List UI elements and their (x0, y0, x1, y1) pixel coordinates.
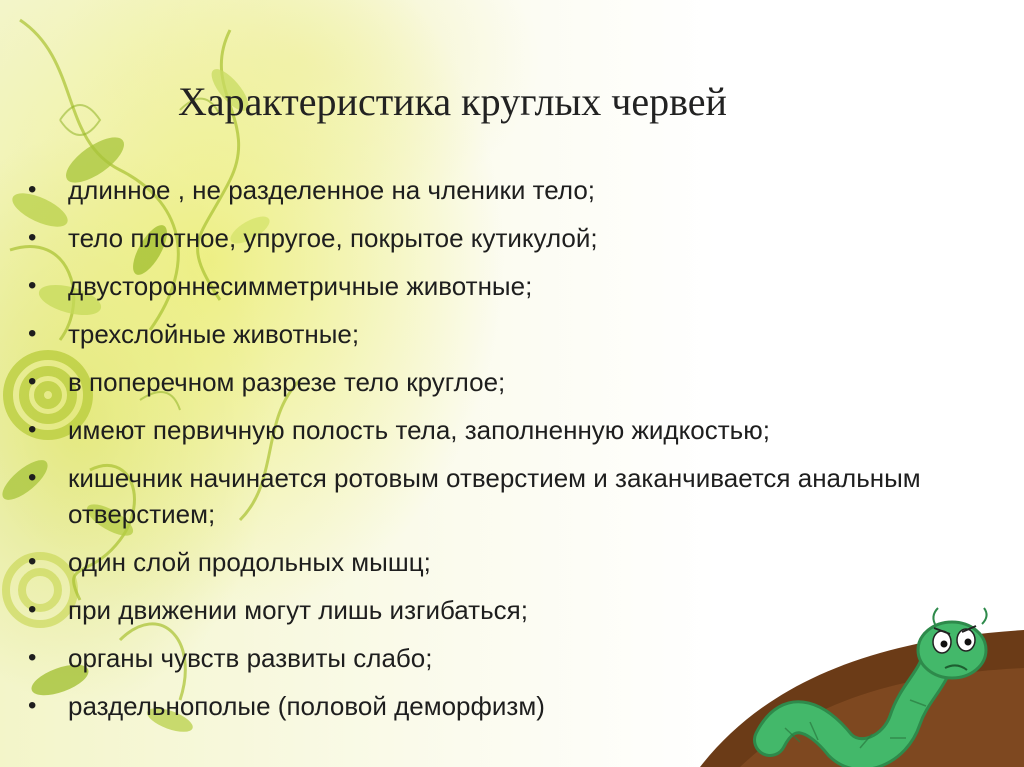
bullet-icon: • (28, 176, 37, 203)
bullet-icon: • (28, 224, 37, 251)
bullet-icon: • (28, 464, 37, 491)
list-item (28, 172, 968, 208)
bullet-text: тело плотное, упругое, покрытое кутикулой; (68, 223, 598, 253)
bullet-text: в поперечном разрезе тело круглое; (68, 367, 506, 397)
bullet-text: имеют первичную полость тела, заполненную жидкостью; (68, 415, 770, 445)
bullet-icon: • (28, 548, 37, 575)
slide-title: Характеристика круглых червей (178, 79, 727, 124)
bullet-icon: • (28, 644, 37, 671)
list-item (28, 220, 968, 256)
bullet-icon: • (28, 368, 37, 395)
bullet-icon: • (28, 416, 37, 443)
list-item (28, 364, 968, 400)
list-item (28, 592, 968, 628)
bullet-text: при движении могут лишь изгибаться; (68, 595, 528, 625)
bullet-text: раздельнополые (половой деморфизм) (68, 691, 545, 721)
bullet-text: органы чувств развиты слабо; (68, 643, 433, 673)
bullet-icon: • (28, 596, 37, 623)
bullet-icon: • (28, 692, 37, 719)
bullet-text: длинное , не разделенное на членики тело; (68, 175, 596, 205)
list-item (28, 268, 968, 304)
bullet-icon: • (28, 320, 37, 347)
bullet-text: двустороннесимметричные животные; (68, 271, 533, 301)
bullet-list (28, 172, 968, 736)
bullet-text: кишечник начинается ротовым отверстием и заканчивается анальным отверстием; (68, 463, 921, 529)
bullet-text: трехслойные животные; (68, 319, 360, 349)
bullet-icon: • (28, 272, 37, 299)
list-item (28, 640, 968, 676)
list-item (28, 544, 968, 580)
bullet-text: один слой продольных мышц; (68, 547, 431, 577)
list-item (28, 688, 968, 724)
list-item (28, 412, 968, 448)
list-item (28, 316, 968, 352)
list-item (28, 460, 968, 532)
